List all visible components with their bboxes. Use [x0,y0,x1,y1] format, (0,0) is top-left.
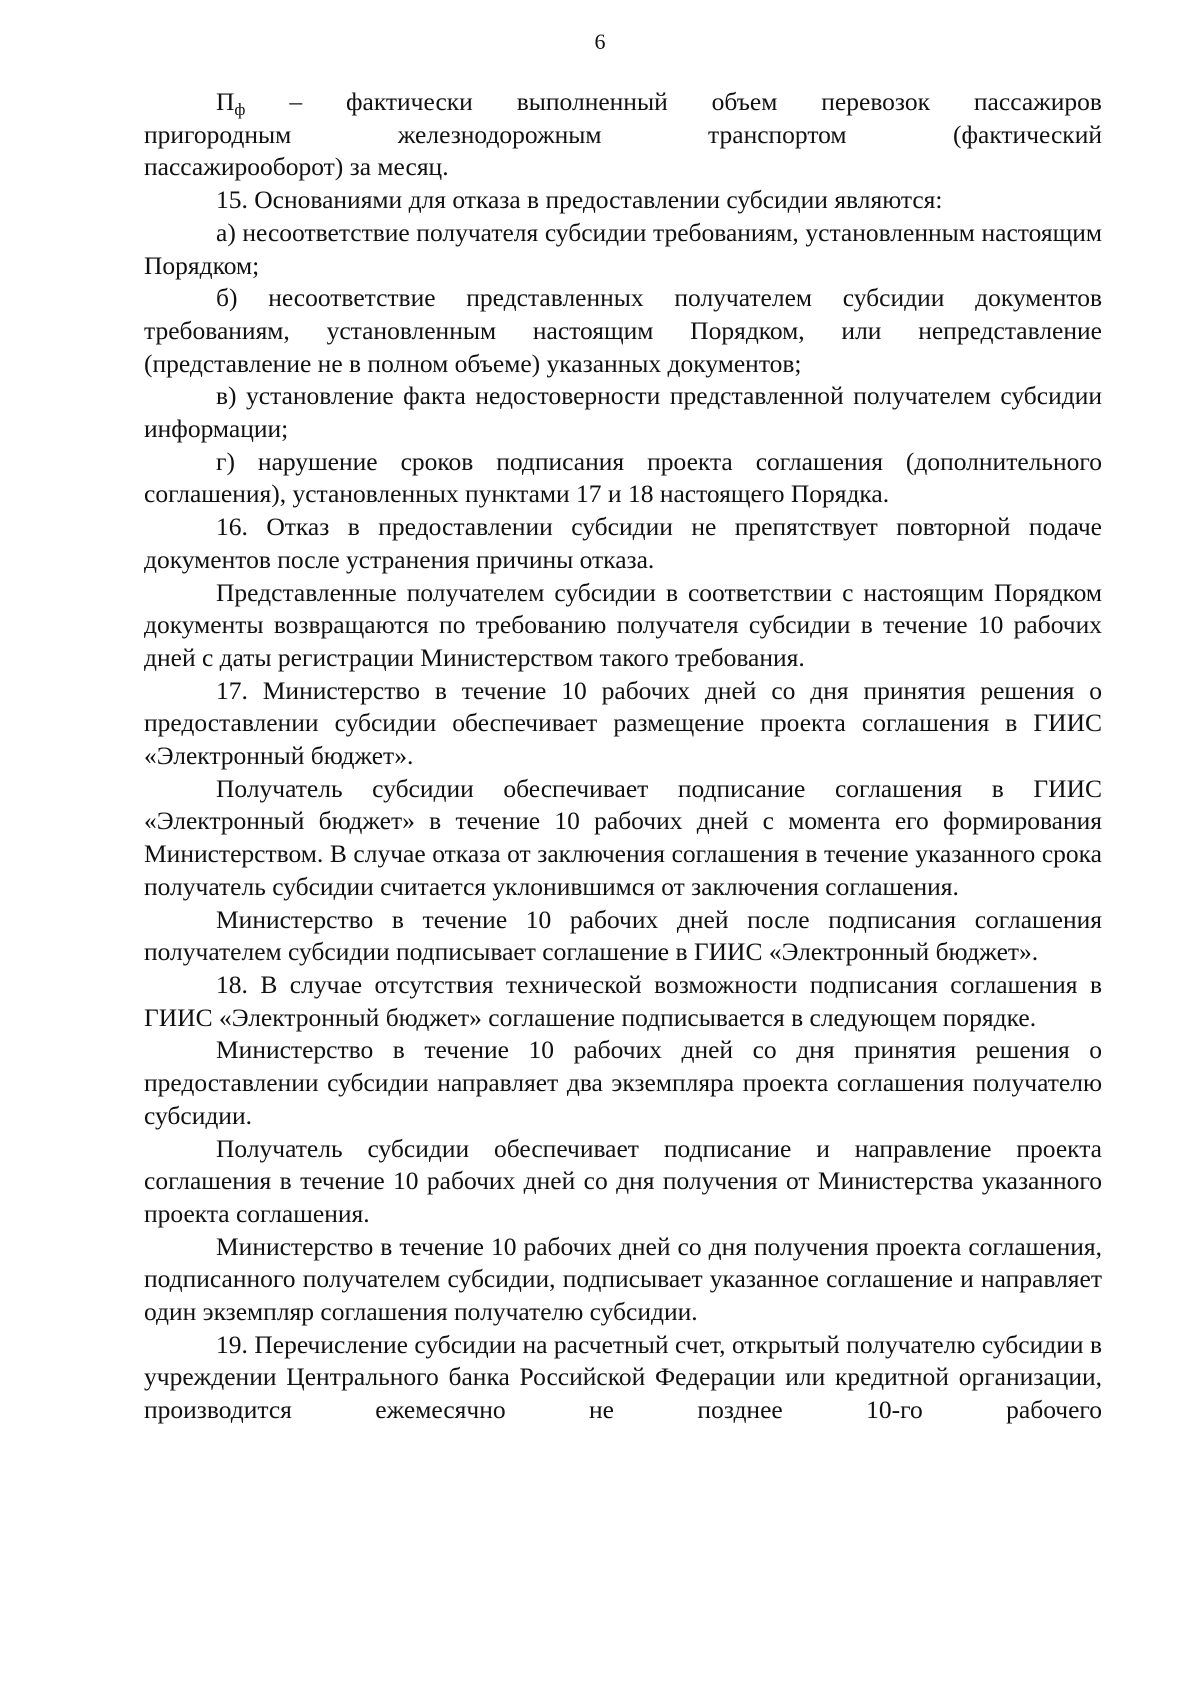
formula-word: транспортом [708,119,847,149]
formula-definition-line-2 [144,119,1102,152]
paragraph-18: 18. В случае отсутствия технической возможности подписания соглашения в ГИИС «Электронный бюджет» соглашение подписывается в следующем порядке. [144,969,1102,1032]
formula-subscript: ф [234,100,246,119]
paragraph-16-documents-return: Представленные получателем субсидии в соответствии с настоящим Порядком документы возвращаются по требованию получателя субсидии в течение 10 рабочих дней с даты регистрации Министерством такого требования. [144,577,1102,672]
paragraph-15-g: г) нарушение сроков подписания проекта соглашения (дополнительного соглашения), установленных пунктами 17 и 18 настоящего Порядка. [144,446,1102,509]
paragraph-17-recipient-signing: Получатель субсидии обеспечивает подписание соглашения в ГИИС «Электронный бюджет» в течение 10 рабочих дней с момента его формирования Министерством. В случае отказа от заключения соглашения в течение указанного срока получатель субсидии считается уклонившимся от заключения соглашения. [144,773,1102,901]
formula-word: объем [711,87,778,116]
formula-word: пассажиров [973,87,1102,116]
paragraph-17-ministry-signing: Министерство в течение 10 рабочих дней после подписания соглашения получателем субсидии подписывает соглашение в ГИИС «Электронный бюджет». [144,904,1102,967]
formula-definition-line-3: пассажирооборот) за месяц. [144,152,449,182]
formula-word: выполненный [516,87,668,116]
paragraph-18-recipient-signs: Получатель субсидии обеспечивает подписание и направление проекта соглашения в течение 10 рабочих дней со дня получения от Министерства указанного проекта соглашения. [144,1133,1102,1228]
formula-definition-line-1 [144,86,1102,119]
page-number: 6 [594,29,606,54]
formula-symbol: $П_ф$ [216,87,246,119]
formula-word: железнодорожным [397,119,602,149]
paragraph-19: 19. Перечисление субсидии на расчетный счет, открытый получателю субсидии в учреждении Центрального банка Российской Федерации или кредитной организации, производится ежемесячно не позднее 10-го рабочего [144,1329,1102,1425]
paragraph-16: 16. Отказ в предоставлении субсидии не препятствует повторной подаче документов после устранения причины отказа. [144,512,1102,574]
paragraph-18-ministry-sends: Министерство в течение 10 рабочих дней со дня принятия решения о предоставлении субсидии направляет два экземпляра проекта соглашения получателю субсидии. [144,1035,1102,1130]
document-body [144,86,1102,1427]
formula-word: (фактический [953,119,1102,149]
paragraph-15-b: б) несоответствие представленных получателем субсидии документов требованиям, установленным настоящим Порядком, или непредставление (представление не в полном объеме) указанных документов; [144,283,1102,378]
paragraph-17: 17. Министерство в течение 10 рабочих дней со дня принятия решения о предоставлении субсидии обеспечивает размещение проекта соглашения в ГИИС «Электронный бюджет». [144,675,1102,771]
paragraph-18-ministry-returns: Министерство в течение 10 рабочих дней со дня получения проекта соглашения, подписанного получателем субсидии, подписывает указанное соглашение и направляет один экземпляр соглашения получателю субсидии. [144,1231,1102,1327]
paragraph-15-v: в) установление факта недостоверности представленной получателем субсидии информации; [144,381,1102,444]
formula-word: перевозок [821,87,930,116]
paragraph-15: 15. Основаниями для отказа в предоставлении субсидии являются: [216,185,943,215]
formula-word: фактически [346,87,473,116]
paragraph-15-a: а) несоответствие получателя субсидии требованиям, установленным настоящим Порядком; [144,217,1102,280]
formula-dash: – [289,87,303,116]
formula-word: пригородным [144,119,292,149]
